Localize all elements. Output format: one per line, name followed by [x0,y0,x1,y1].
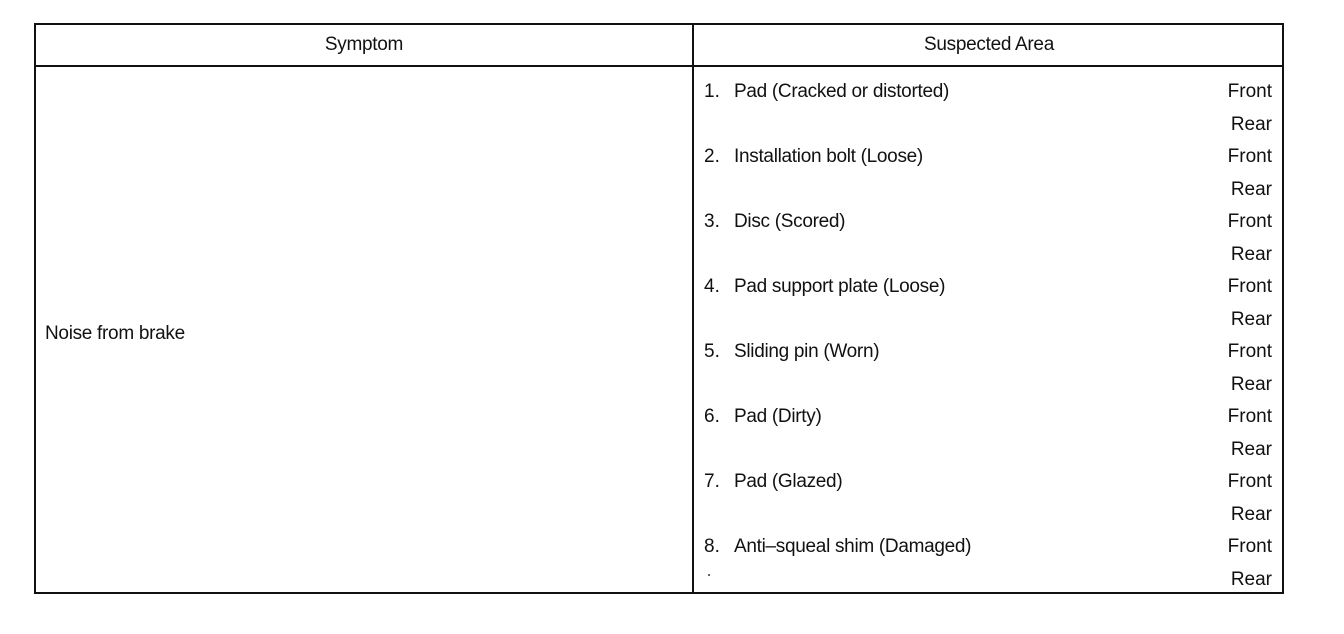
symptom-cell: Noise from brake [45,323,185,344]
list-item [694,531,1282,596]
position-rear: Rear [1230,309,1272,330]
position-rear: Rear [1230,439,1272,460]
item-label: Pad (Glazed) [734,471,843,492]
item-label: Pad support plate (Loose) [734,276,946,297]
item-number: 6. [704,406,720,427]
item-number: 1. [704,81,720,102]
position-front: Front [1227,211,1272,232]
item-number: 8. [704,536,720,557]
list-item [694,466,1282,531]
suspected-area-list [694,76,1282,596]
item-label: Pad (Cracked or distorted) [734,81,950,102]
header-suspected-area: Suspected Area [924,34,1054,55]
scan-speck [708,574,710,576]
item-label: Sliding pin (Worn) [734,341,880,362]
item-number: 2. [704,146,720,167]
list-item [694,206,1282,271]
position-front: Front [1227,536,1272,557]
item-number: 4. [704,276,720,297]
item-number: 7. [704,471,720,492]
position-front: Front [1227,471,1272,492]
list-item [694,336,1282,401]
header-symptom: Symptom [324,34,404,55]
header-divider [36,65,1282,67]
item-number: 3. [704,211,720,232]
list-item [694,141,1282,206]
position-front: Front [1227,406,1272,427]
item-number: 5. [704,341,720,362]
troubleshooting-table [34,23,1284,594]
item-label: Pad (Dirty) [734,406,822,427]
list-item [694,76,1282,141]
item-label: Anti–squeal shim (Damaged) [734,536,972,557]
position-front: Front [1227,276,1272,297]
position-rear: Rear [1230,244,1272,265]
position-front: Front [1227,341,1272,362]
position-front: Front [1227,146,1272,167]
list-item [694,401,1282,466]
list-item [694,271,1282,336]
position-rear: Rear [1230,374,1272,395]
position-rear: Rear [1230,504,1272,525]
position-rear: Rear [1230,179,1272,200]
position-rear: Rear [1230,114,1272,135]
position-rear: Rear [1230,569,1272,590]
item-label: Installation bolt (Loose) [734,146,923,167]
item-label: Disc (Scored) [734,211,846,232]
position-front: Front [1227,81,1272,102]
